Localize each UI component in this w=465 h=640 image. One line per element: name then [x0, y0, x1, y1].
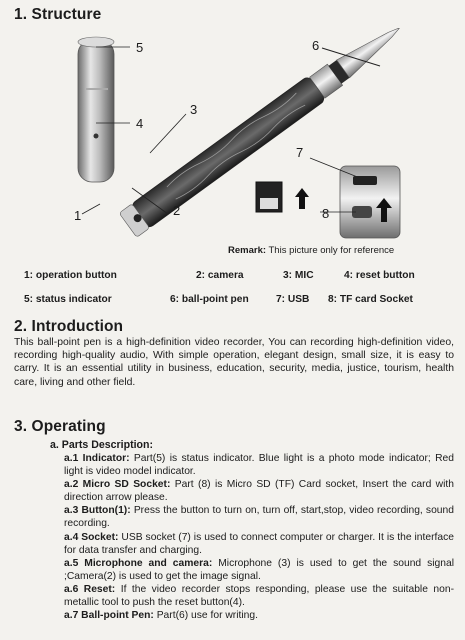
- legend-item: 3: MIC: [283, 270, 314, 281]
- item-label: a.4 Socket:: [64, 531, 119, 543]
- callout-5: 5: [136, 40, 144, 55]
- pen-cap: [78, 37, 114, 182]
- legend-item: 7: USB: [276, 294, 310, 305]
- item-text: Part (8) is Micro SD (TF) Card socket, Insert the card with direction arrow please.: [64, 479, 454, 504]
- item-label: a.2 Micro SD Socket:: [64, 479, 171, 491]
- item-label: a.7 Ball-point Pen:: [64, 610, 154, 622]
- remark-note: [228, 245, 394, 256]
- operating-heading: 3. Operating: [14, 418, 106, 435]
- reset-button-hole: [94, 134, 99, 139]
- list-item: [64, 609, 454, 622]
- callout-6: 6: [312, 38, 320, 53]
- list-item: [64, 452, 454, 478]
- list-item: [64, 557, 454, 583]
- parts-description-heading: a. Parts Description:: [50, 439, 154, 451]
- legend-item: 2: camera: [196, 270, 244, 281]
- item-text: Part(5) is status indicator. Blue light is a photo mode indicator; Red light is video model indicator.: [64, 453, 454, 478]
- list-item: [64, 531, 454, 557]
- item-text: If the video recorder stops responding, please use the suitable non-metallic tool to push the reset button(4).: [64, 583, 454, 609]
- legend-item: 6: ball-point pen: [170, 294, 249, 305]
- legend-item: 8: TF card Socket: [328, 294, 413, 305]
- item-text: Press the button to turn on, turn off, start,stop, video recording, sound recording.: [64, 505, 454, 530]
- item-label: a.5 Microphone and camera:: [64, 557, 213, 569]
- callout-7: 7: [296, 145, 304, 160]
- list-item: [64, 478, 454, 504]
- legend-item: 5: status indicator: [24, 294, 112, 305]
- callout-3: 3: [190, 102, 198, 117]
- item-label: a.3 Button(1):: [64, 505, 131, 517]
- remark-text: This picture only for reference: [268, 245, 395, 256]
- introduction-body: This ball-point pen is a high-definition video recorder, You can recording high-definition video, recording high-quality audio, With simple operation, elegant design, small size, it is easy to carry. It is an essential utility in business, education, security, media, justice, tourism, health care, living and other field.: [14, 337, 454, 388]
- list-item: [64, 583, 454, 609]
- legend-item: 1: operation button: [24, 270, 117, 281]
- callout-2: 2: [173, 203, 181, 218]
- callout-8: 8: [322, 206, 330, 221]
- structure-heading: 1. Structure: [14, 6, 102, 23]
- pen-illustration: [0, 28, 465, 260]
- sd-card: [256, 182, 309, 212]
- callout-4: 4: [136, 116, 144, 131]
- pen-figure: [0, 28, 465, 260]
- parts-description-list: [64, 452, 454, 622]
- item-text: Part(6) use for writing.: [153, 610, 258, 622]
- legend-item: 4: reset button: [344, 270, 415, 281]
- list-item: [64, 504, 454, 530]
- item-label: a.1 Indicator:: [64, 453, 130, 464]
- item-text: Microphone (3) is used to get the sound signal ;Camera(2) is used to get the image signal.: [64, 557, 454, 582]
- introduction-heading: 2. Introduction: [14, 318, 124, 335]
- item-label: a.6 Reset:: [64, 583, 116, 595]
- callout-1: 1: [74, 208, 82, 223]
- item-text: USB socket (7) is used to connect computer or charger. It is the interface for data transfer and charging.: [64, 531, 454, 556]
- remark-label: Remark:: [228, 245, 267, 256]
- usb-end-detail: [340, 166, 400, 238]
